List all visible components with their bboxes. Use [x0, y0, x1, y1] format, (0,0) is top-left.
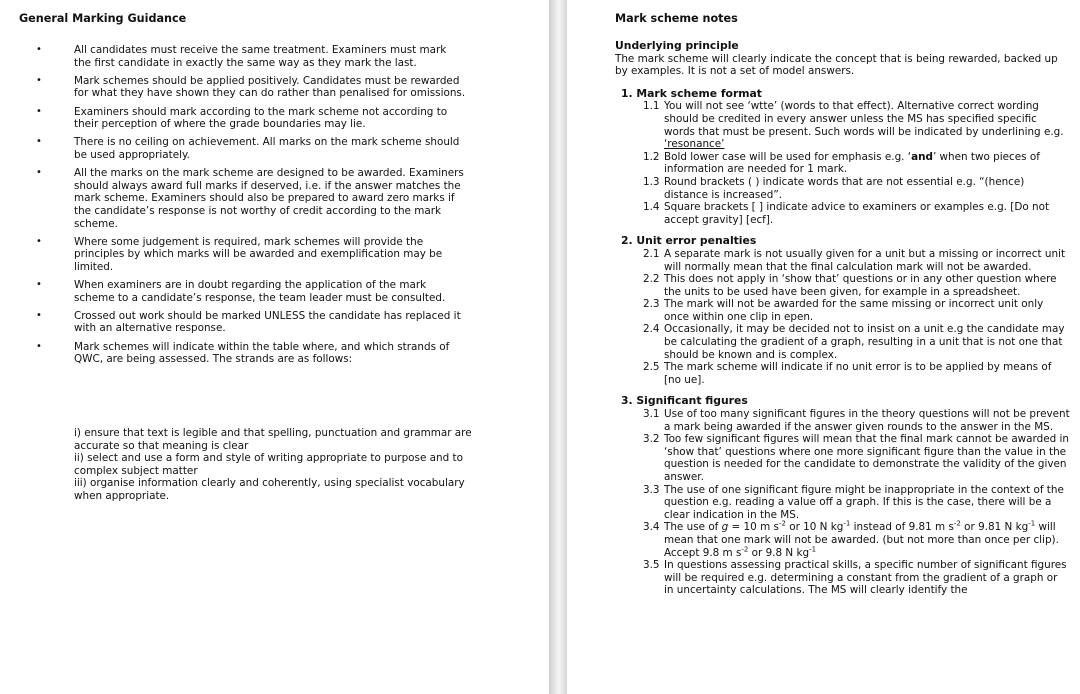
right-page: [567, 0, 1080, 694]
note-point: 2.1 A separate mark is not usually given for a unit but a missing or incorrect unit will normally mean that the final calculation mark will not be awarded.: [643, 247, 1066, 273]
note-point: 3.5 In questions assessing practical skills, a specific number of significant figures will be required e.g. determining a constant from the gradient of a graph or in uncertainty calculations. The MS will clearly identify the: [643, 559, 1067, 597]
qwc-strand-2: ii) select and use a form and style of writing appropriate to purpose and to complex subject matter: [74, 452, 463, 477]
list-item: • All the marks on the mark scheme are designed to be awarded. Examiners should always award full marks if deserved, i.e. if the answer matches the mark scheme. Examiners should also be prepared to award zero marks if the candidate’s response is not worthy of credit according to the mark scheme.: [36, 167, 464, 230]
note-point: 1.1 You will not see ‘wtte’ (words to that effect). Alternative correct wording should be credited in every answer unless the MS has specified specific words that must be present. Such words will be indicated by underlining e.g. ‘resonance’: [643, 100, 1064, 151]
underlying-principle-heading: Underlying principle: [615, 39, 739, 52]
underlined-example: ‘resonance’: [664, 138, 725, 151]
list-item: • There is no ceiling on achievement. All marks on the mark scheme should be used appropriately.: [36, 136, 460, 161]
note-point: 2.5 The mark scheme will indicate if no unit error is to be applied by means of [no ue].: [643, 361, 1052, 386]
bullet-icon: •: [36, 136, 42, 148]
section-title: 1. Mark scheme format: [621, 86, 762, 100]
note-point: 3.3 The use of one significant figure might be inappropriate in the context of the question e.g. reading a value off a graph. If this is the case, there will be a clear indication in the MS.: [643, 483, 1064, 521]
bullet-icon: •: [36, 235, 42, 247]
list-item: • Crossed out work should be marked UNLESS the candidate has replaced it with an alternative response.: [36, 309, 461, 335]
note-point: 1.2 Bold lower case will be used for emphasis e.g. ‘and’ when two pieces of information are needed for 1 mark.: [643, 150, 1040, 176]
list-item: • All candidates must receive the same treatment. Examiners must mark the first candidate in exactly the same way as they mark the last.: [36, 44, 447, 69]
page-gutter: [549, 0, 567, 694]
note-point: 1.3 Round brackets ( ) indicate words that are not essential e.g. “(hence) distance is increased”.: [643, 175, 1025, 201]
qwc-strand-3: iii) organise information clearly and coherently, using specialist vocabulary when appropriate.: [74, 477, 465, 502]
list-item: • Mark schemes should be applied positively. Candidates must be rewarded for what they have shown they can do rather than penalised for omissions.: [36, 74, 466, 100]
note-point: 3.4 The use of g = 10 m $s^{-2}$ or 10 N $kg^{-1}$ instead of 9.81 m $s^{-2}$ or 9.81 N $kg^{-1}$ will mean that one mark will not be awarded. (but not more than once per clip). Accept 9.8 m $s^{-2}$ or 9.8 N $kg^{-1}$: [643, 519, 1059, 559]
bullet-icon: •: [36, 167, 42, 179]
note-point: 1.4 Square brackets [ ] indicate advice to examiners or examples e.g. [Do not accept gravity] [ecf].: [643, 201, 1050, 226]
section-title: 2. Unit error penalties: [621, 234, 757, 248]
bullet-icon: •: [36, 74, 42, 86]
section-significant-figures: [615, 395, 1070, 597]
list-item: • Mark schemes will indicate within the table where, and which strands of QWC, are being assessed. The strands are as follows:: [36, 340, 450, 366]
list-item: • Examiners should mark according to the mark scheme not according to their perception of where the grade boundaries may lie.: [36, 105, 448, 131]
bullet-icon: •: [36, 279, 42, 291]
bullet-icon: •: [36, 105, 42, 117]
section-mark-scheme-format: [615, 88, 1070, 227]
list-item: • Where some judgement is required, mark schemes will provide the principles by which marks will be awarded and exemplification may be limited.: [36, 235, 443, 273]
qwc-strands: [74, 427, 474, 503]
section-title: 3. Significant figures: [621, 394, 748, 408]
mark-scheme-notes-heading: Mark scheme notes: [615, 12, 738, 25]
bullet-icon: •: [36, 44, 42, 55]
guidance-bullet-list: [36, 44, 466, 371]
section-unit-error-penalties: [615, 235, 1070, 386]
note-point: 3.2 Too few significant figures will mean that the final mark cannot be awarded in ‘show that’ questions where one more significant figure than the value in the question is needed for the candidate to demonstrate the validity of the given answer.: [643, 433, 1069, 483]
general-marking-guidance-heading: General Marking Guidance: [19, 12, 187, 25]
note-point: 2.4 Occasionally, it may be decided not to insist on a unit e.g the candidate may be calculating the gradient of a graph, resulting in a unit that is not one that should be known and is complex.: [643, 323, 1065, 361]
bullet-icon: •: [36, 309, 42, 321]
bullet-icon: •: [36, 340, 42, 352]
underlying-principle-text: The mark scheme will clearly indicate the concept that is being rewarded, backed up by examples. It is not a set of model answers.: [615, 52, 1058, 78]
note-point: 3.1 Use of too many significant figures in the theory questions will not be prevent a mark being awarded if the answer given rounds to the answer in the MS.: [643, 408, 1070, 433]
qwc-strand-1: i) ensure that text is legible and that spelling, punctuation and grammar are accurate so that meaning is clear: [74, 427, 472, 452]
note-point: 2.3 The mark will not be awarded for the same missing or incorrect unit only once within one clip in epen.: [643, 298, 1044, 323]
mark-scheme-notes: [615, 40, 1070, 606]
list-item: • When examiners are in doubt regarding the application of the mark scheme to a candidate’s response, the team leader must be consulted.: [36, 279, 446, 304]
note-point: 2.2 This does not apply in ‘show that’ questions or in any other question where the units to be used have been given, for example in a spreadsheet.: [643, 273, 1057, 298]
